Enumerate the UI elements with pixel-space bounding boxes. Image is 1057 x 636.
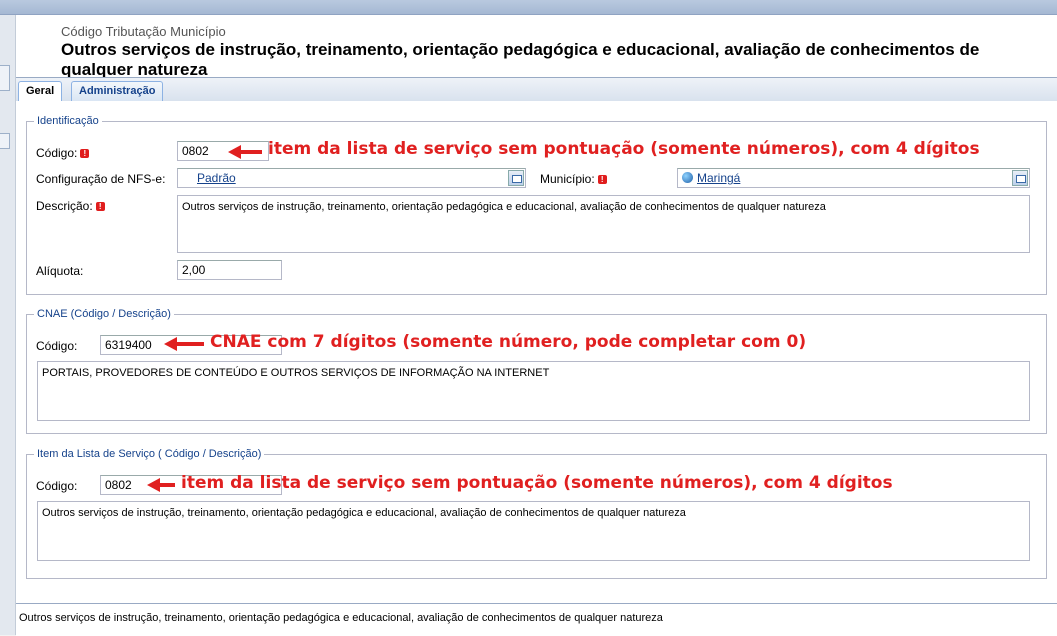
cnae-codigo-field[interactable]: 6319400 — [100, 335, 282, 355]
aliquota-field[interactable]: 2,00 — [177, 260, 282, 280]
window-top-bar — [0, 0, 1057, 15]
annotation-arrow — [147, 478, 175, 492]
codigo-field[interactable]: 0802 — [177, 141, 269, 161]
codigo-label-text: Código: — [36, 146, 78, 160]
tab-geral[interactable]: Geral — [18, 81, 62, 102]
required-icon: ! — [96, 202, 105, 211]
item-codigo-field[interactable]: 0802 — [100, 475, 282, 495]
item-lista-legend: Item da Lista de Serviço ( Código / Descrição) — [37, 448, 262, 460]
globe-icon — [682, 172, 693, 183]
annotation-arrow — [164, 337, 204, 351]
tab-strip — [16, 77, 1057, 102]
record-header — [16, 15, 1057, 77]
cnae-legend: CNAE (Código / Descrição) — [37, 308, 171, 320]
descricao-textarea[interactable]: Outros serviços de instrução, treinamento, orientação pedagógica e educacional, avaliação de conhecimentos de qualquer natureza — [177, 195, 1030, 253]
lookup-trigger-icon[interactable] — [508, 170, 524, 186]
status-text: Outros serviços de instrução, treinamento, orientação pedagógica e educacional, avaliação de conhecimentos de qualquer natureza — [19, 612, 663, 624]
item-codigo-label: Código: — [36, 479, 78, 493]
municipio-combo[interactable] — [677, 168, 1030, 188]
annotation-arrow — [228, 145, 262, 159]
form-content — [16, 101, 1057, 603]
required-icon: ! — [80, 149, 89, 158]
config-nfse-combo[interactable] — [177, 168, 526, 188]
required-icon: ! — [598, 175, 607, 184]
left-panel-strip — [0, 15, 16, 635]
collapse-handle[interactable] — [0, 65, 10, 91]
aliquota-label: Alíquota: — [36, 264, 84, 278]
header-title: Outros serviços de instrução, treinamento, orientação pedagógica e educacional, avaliação de conhecimentos de qualquer natureza — [61, 40, 980, 77]
cnae-annotation: CNAE com 7 dígitos (somente número, pode completar com 0) — [210, 332, 807, 352]
header-subtitle: Código Tributação Município — [61, 24, 226, 39]
descricao-label-text: Descrição: — [36, 199, 93, 213]
descricao-label — [36, 199, 105, 213]
municipio-label — [540, 172, 607, 186]
codigo-label — [36, 146, 89, 160]
config-nfse-value[interactable]: Padrão — [197, 171, 236, 185]
municipio-label-text: Município: — [540, 172, 595, 186]
identificacao-legend: Identificação — [37, 115, 99, 127]
panel-handle[interactable] — [0, 133, 10, 149]
status-bar — [16, 603, 1057, 636]
cnae-codigo-label: Código: — [36, 339, 78, 353]
lookup-trigger-icon[interactable] — [1012, 170, 1028, 186]
municipio-value[interactable]: Maringá — [697, 171, 741, 185]
config-nfse-label: Configuração de NFS-e: — [36, 172, 166, 186]
item-annotation: item da lista de serviço sem pontuação (somente números), com 4 dígitos — [181, 473, 893, 493]
codigo-annotation: item da lista de serviço sem pontuação (somente números), com 4 dígitos — [268, 139, 980, 159]
tab-administracao[interactable]: Administração — [71, 81, 163, 101]
cnae-descricao-textarea[interactable]: PORTAIS, PROVEDORES DE CONTEÚDO E OUTROS SERVIÇOS DE INFORMAÇÃO NA INTERNET — [37, 361, 1030, 421]
item-descricao-textarea[interactable]: Outros serviços de instrução, treinamento, orientação pedagógica e educacional, avaliação de conhecimentos de qualquer natureza — [37, 501, 1030, 561]
